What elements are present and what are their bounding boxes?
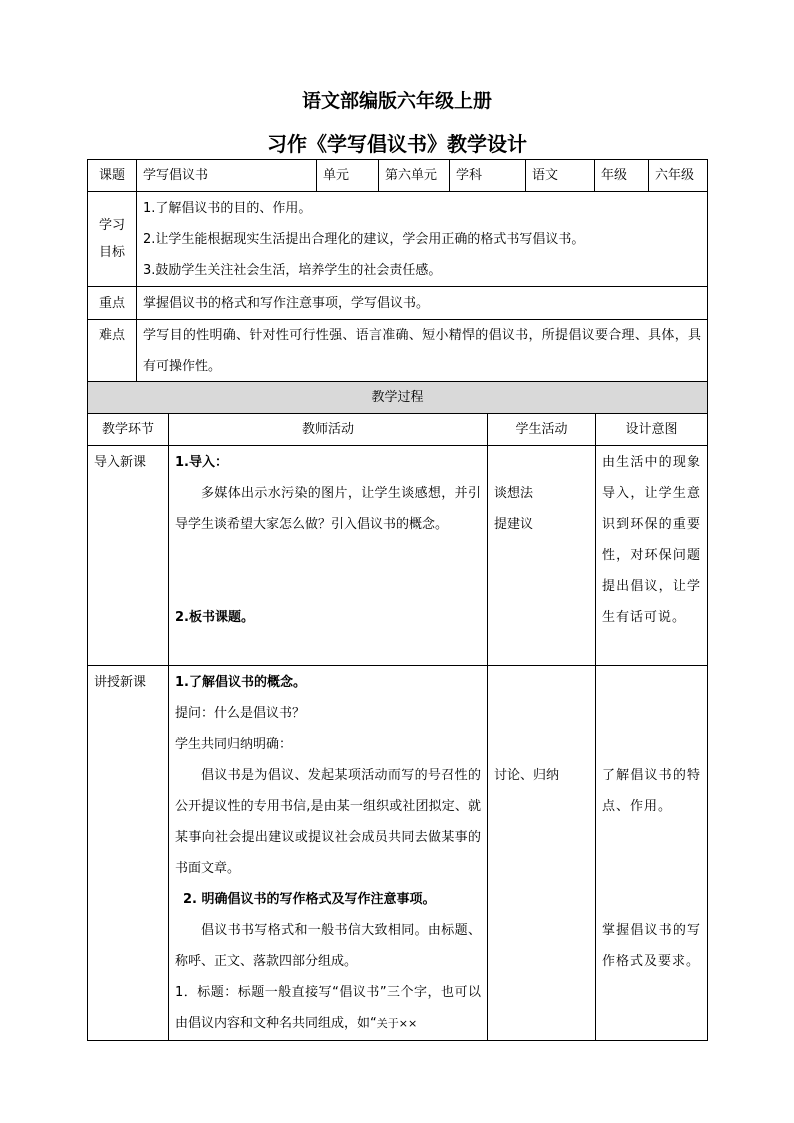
key-point-label: 重点 <box>88 287 137 320</box>
teacher-activity-intro: 1.导入： 多媒体出示水污染的图片，让学生谈感想，并引导学生谈希望大家怎么做？引入倡议书的概念。 2.板书课题。 <box>169 446 488 666</box>
document-title: 语文部编版六年级上册 <box>301 90 492 112</box>
subject-value: 语文 <box>526 160 595 192</box>
col-stage: 教学环节 <box>88 414 169 446</box>
col-teacher: 教师活动 <box>169 414 488 446</box>
info-table <box>87 159 708 383</box>
teacher-activity-new: 1.了解倡议书的概念。 提问：什么是倡议书？ 学生共同归纳明确： 倡议书是为倡议、发起某项活动而写的号召性的公开提议性的专用书信,是由某一组织或社团拟定、就某事向社会提出建议或提议社会成员共同去做某事的书面文章。 2. 明确倡议书的写作格式及写作注意事项。 倡议书书写格式和一般书信大致相同。由标题、称呼、正文、落款四部分组成。 1．标题：标题一般直接写“倡议书”三个字，也可以由倡议内容和文种名共同组成，如“关于×× <box>169 666 488 1041</box>
goal-item: 1.了解倡议书的目的、作用。 <box>143 201 312 216</box>
goal-item: 3.鼓励学生关注社会生活，培养学生的社会责任感。 <box>143 263 442 278</box>
col-student: 学生活动 <box>488 414 596 446</box>
difficulty-text: 学写目的性明确、针对性可行性强、语言准确、短小精悍的倡议书，所提倡议要合理、具体，具有可操作性。 <box>137 320 708 383</box>
difficulty-label: 难点 <box>88 320 137 383</box>
grade-label: 年级 <box>595 160 649 192</box>
intent-intro: 由生活中的现象导入，让学生意识到环保的重要性，对环保问题提出倡议，让学生有话可说。 <box>596 446 708 666</box>
goal-item: 2.让学生能根据现实生活提出合理化的建议，学会用正确的格式书写倡议书。 <box>143 232 585 247</box>
intent-new: 了解倡议书的特点、作用。 掌握倡议书的写作格式及要求。 <box>596 666 708 1041</box>
grade-value: 六年级 <box>649 160 708 192</box>
unit-label: 单元 <box>317 160 379 192</box>
table-row <box>88 666 708 1041</box>
stage-intro: 导入新课 <box>88 446 169 666</box>
unit-value: 第六单元 <box>379 160 450 192</box>
topic-label: 课题 <box>88 160 137 192</box>
stage-new-lesson: 讲授新课 <box>88 666 169 1041</box>
key-point-text: 掌握倡议书的格式和写作注意事项，学写倡议书。 <box>137 287 708 320</box>
topic-value: 学写倡议书 <box>137 160 317 192</box>
student-activity-new: 讨论、归纳 <box>488 666 596 1041</box>
process-table <box>87 381 708 1041</box>
document-subtitle: 习作《学写倡议书》教学设计 <box>267 132 527 156</box>
goals-label: 学习 目标 <box>88 192 137 287</box>
subject-label: 学科 <box>450 160 526 192</box>
col-intent: 设计意图 <box>596 414 708 446</box>
table-row <box>88 446 708 666</box>
process-title: 教学过程 <box>88 382 708 414</box>
goals-list <box>137 192 708 287</box>
student-activity-intro: 谈想法 提建议 <box>488 446 596 666</box>
